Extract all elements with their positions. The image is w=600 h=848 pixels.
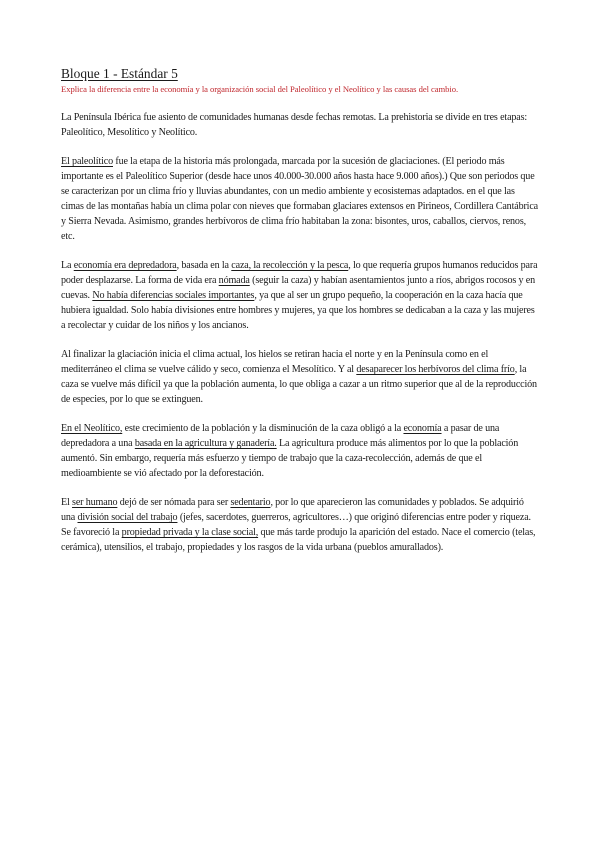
paragraph-text: La Península Ibérica fue asiento de comunidades humanas desde fechas remotas. La prehistoria se divide en tres etapas: Paleolítico, Mesolítico y Neolítico. [61, 112, 528, 138]
document-title: Bloque 1 - Estándar 5 [61, 66, 178, 81]
underlined-text: ser humano [72, 497, 118, 508]
paragraph-text: (seguir la caza) y habían asentamientos junto a ríos, abrigos rocosos y en cuevas. [61, 275, 536, 301]
paragraph-text: , ya que al ser un grupo pequeño, la cooperación en la caza hacía que hubiera igualdad. Solo había divisiones entre hombres y mujeres, ya que los hombres se dedicaban a la caza y las mujeres a recolectar y cuidar de los niños y los ancianos. [61, 290, 535, 331]
underlined-text: propiedad privada y la clase social, [121, 527, 259, 538]
paragraph [61, 421, 538, 481]
paragraph-text: Al finalizar la glaciación inicia el clima actual, los hielos se retiran hacia el norte y en la Península como en el mediterráneo el clima se vuelve cálido y seco, comienza el Mesolítico. Y al [61, 349, 489, 375]
underlined-text: economía [403, 423, 442, 434]
underlined-text: El paleolítico [61, 156, 113, 167]
paragraph-text: La [61, 260, 74, 271]
paragraph-text: , la caza se vuelve más difícil ya que la población aumenta, lo que obliga a cazar a un ritmo superior que al de la reproducción de especies, por lo que se extinguen. [61, 364, 537, 405]
document-subtitle: Explica la diferencia entre la economía y la organización social del Paleolítico y el Neolítico y las causas del cambio. [61, 84, 459, 94]
underlined-text: En el Neolítico, [61, 423, 123, 434]
underlined-text: basada en la agricultura y ganadería. [134, 438, 277, 449]
paragraph-text: , lo que requería grupos humanos reducidos para poder desplazarse. La forma de vida era [61, 260, 538, 286]
paragraph-text: La agricultura produce más alimentos por lo que la población aumentó. Sin embargo, requería más esfuerzo y tiempo de trabajo que la caza-recolección, además de que el medioambiente se vió afectado por la deforestación. [61, 438, 519, 479]
paragraph-text: El [61, 497, 73, 508]
underlined-text: sedentario [230, 497, 271, 508]
paragraph [61, 258, 538, 333]
underlined-text: economía era depredadora [73, 260, 177, 271]
paragraph-text: que más tarde produjo la aparición del estado. Nace el comercio (telas, cerámica), utensilios, el trabajo, propiedades y los rasgos de la vida urbana (pueblos amurallados). [61, 527, 536, 553]
underlined-text: desaparecer los herbívoros del clima frío [356, 364, 515, 375]
paragraph-text: este crecimiento de la población y la disminución de la caza obligó a la [122, 423, 404, 434]
underlined-text: nómada [218, 275, 250, 286]
paragraph-text: a pasar de una depredadora a una [61, 423, 500, 449]
paragraph-text: fue la etapa de la historia más prolongada, marcada por la sucesión de glaciaciones. (El periodo más importante es el Paleolítico Superior (desde hace unos 40.000-30.000 años hasta hace 9.000 años).) Que son periodos que se caracterizan por un clima frío y lluvias abundantes, con un medio ambiente y ecosistemas adaptados. en el que las cimas de las montañas había un clima polar con nieves que formaban glaciares extensos en Pirineos, Cordillera Cantábrica y Sierra Nevada. Asimismo, grandes herbívoros de clima frío habitaban la zona: bisontes, uros, caballos, ciervos, renos, etc. [61, 156, 538, 242]
paragraph [61, 154, 538, 244]
paragraph-text: (jefes, sacerdotes, guerreros, agricultores…) que originó diferencias entre poder y riqueza. Se favoreció la [61, 512, 531, 538]
paragraph [61, 110, 538, 140]
paragraph-text: , por lo que aparecieron las comunidades y poblados. Se adquirió una [61, 497, 524, 523]
paragraph [61, 495, 538, 555]
underlined-text: No había diferencias sociales importantes [92, 290, 255, 301]
paragraph [61, 347, 538, 407]
paragraph-text: , basada en la [176, 260, 232, 271]
underlined-text: división social del trabajo [77, 512, 178, 523]
paragraph-text: dejó de ser nómada para ser [117, 497, 231, 508]
document-body [61, 110, 538, 555]
underlined-text: caza, la recolección y la pesca [231, 260, 349, 271]
